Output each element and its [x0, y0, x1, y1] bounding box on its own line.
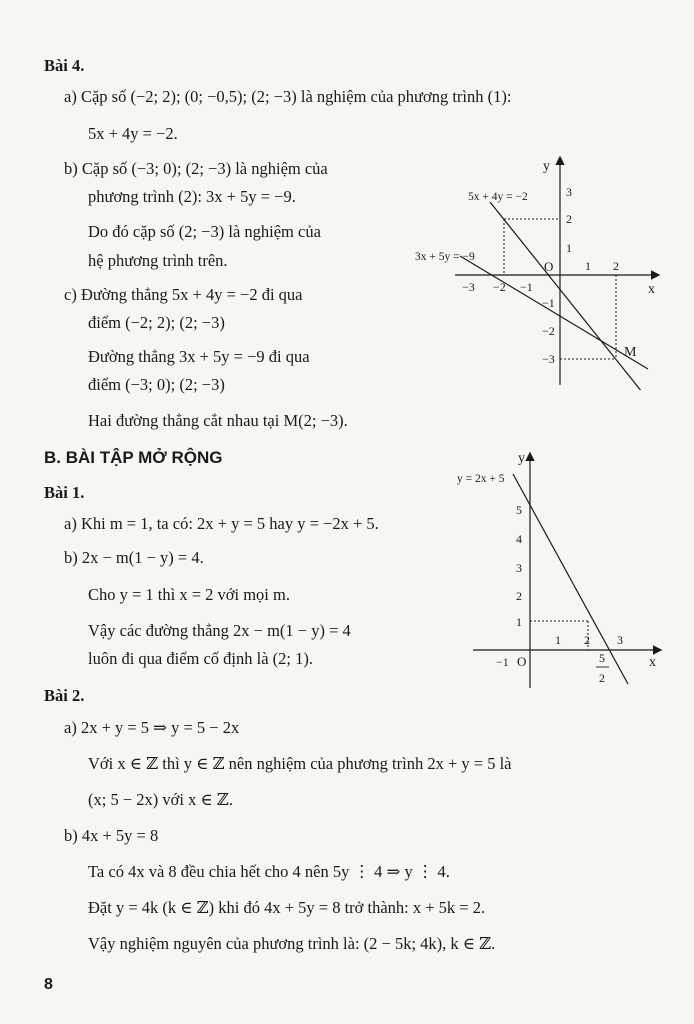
graph2-xtick: 3 — [617, 633, 623, 647]
graph2-ytick: 3 — [516, 561, 522, 575]
graph1-xtick: 2 — [613, 259, 619, 273]
graph1-ytick: −1 — [542, 296, 555, 310]
graph1-origin: O — [544, 259, 554, 274]
graph1-xtick: −2 — [493, 280, 506, 294]
graph1-xtick: −1 — [520, 280, 533, 294]
graph2-ytick: 1 — [516, 615, 522, 629]
graph2-y-label: y — [518, 451, 525, 466]
graph2-ytick: 4 — [516, 532, 522, 546]
bai4-c-line2: điểm (−2; 2); (2; −3) — [88, 313, 225, 332]
graph1-line1-label: 5x + 4y = −2 — [468, 191, 528, 203]
graph1-line1 — [490, 202, 642, 390]
bai2-b-line4: Vậy nghiệm nguyên của phương trình là: (2 − 5k; 4k), k ∈ ℤ. — [88, 934, 496, 953]
graph1-y-label: y — [543, 159, 550, 174]
graph1-ytick: −2 — [542, 324, 555, 338]
graph1-x-label: x — [648, 282, 655, 297]
bai4-b-line2: phương trình (2): 3x + 5y = −9. — [88, 187, 296, 206]
graph2-y-ticks — [516, 503, 522, 629]
bai4-c-line1: c) Đường thẳng 5x + 4y = −2 đi qua — [64, 285, 303, 304]
bai2-a-line3: (x; 5 − 2x) với x ∈ ℤ. — [88, 790, 233, 809]
bai1-b-line3: Vậy các đường thẳng 2x − m(1 − y) = 4 — [88, 621, 351, 640]
bai4-title: Bài 4. — [44, 56, 85, 75]
graph2-ytick: 5 — [516, 503, 522, 517]
graph2-origin: O — [517, 654, 527, 669]
bai1-b-line2: Cho y = 1 thì x = 2 với mọi m. — [88, 585, 290, 604]
bai4-b-line3: Do đó cặp số (2; −3) là nghiệm của — [88, 222, 321, 241]
graph2-figure — [445, 448, 670, 693]
graph1-point-label: M — [624, 345, 637, 360]
bai4-c-line4: điểm (−3; 0); (2; −3) — [88, 375, 225, 394]
graph2-xtick-frac-den: 2 — [599, 671, 605, 685]
graph1-line2-label: 3x + 5y = −9 — [415, 251, 475, 263]
graph2-line-label: y = 2x + 5 — [457, 473, 505, 485]
graph1-ytick: 2 — [566, 212, 572, 226]
graph2-xtick-frac-num: 5 — [599, 651, 605, 665]
bai4-c-line3: Đường thẳng 3x + 5y = −9 đi qua — [88, 347, 310, 366]
graph1-figure — [410, 150, 670, 390]
page-number: 8 — [44, 976, 53, 993]
bai4-a-line1: a) Cặp số (−2; 2); (0; −0,5); (2; −3) là nghiệm của phương trình (1): — [64, 87, 512, 106]
bai2-a-line1: a) 2x + y = 5 ⇒ y = 5 − 2x — [64, 718, 240, 737]
bai2-a-line2: Với x ∈ ℤ thì y ∈ ℤ nên nghiệm của phương trình 2x + y = 5 là — [88, 754, 512, 773]
graph1-ytick: 3 — [566, 185, 572, 199]
bai2-b-line2: Ta có 4x và 8 đều chia hết cho 4 nên 5y ⋮ 4 ⇒ y ⋮ 4. — [88, 862, 450, 881]
bai4-c-line5: Hai đường thẳng cắt nhau tại M(2; −3). — [88, 411, 348, 430]
graph2-xtick: 1 — [555, 633, 561, 647]
bai1-title: Bài 1. — [44, 483, 85, 502]
graph2-ytick: 2 — [516, 589, 522, 603]
bai2-b-line3: Đặt y = 4k (k ∈ ℤ) khi đó 4x + 5y = 8 trở thành: x + 5k = 2. — [88, 898, 486, 917]
bai1-b-line1: b) 2x − m(1 − y) = 4. — [64, 548, 204, 567]
graph1-xtick: 1 — [585, 259, 591, 273]
bai4-a-line2: 5x + 4y = −2. — [88, 124, 178, 143]
bai2-b-line1: b) 4x + 5y = 8 — [64, 826, 159, 845]
bai4-b-line1: b) Cặp số (−3; 0); (2; −3) là nghiệm của — [64, 159, 328, 178]
graph2-x-label: x — [649, 655, 656, 670]
graph1-xtick: −3 — [462, 280, 475, 294]
graph1-ytick: −3 — [542, 352, 555, 366]
sectionB-title: B. BÀI TẬP MỞ RỘNG — [44, 448, 223, 467]
graph2-xtick: −1 — [496, 655, 509, 669]
graph2-xtick: 2 — [584, 633, 590, 647]
graph1-ytick: 1 — [566, 241, 572, 255]
bai2-title: Bài 2. — [44, 686, 85, 705]
bai1-a: a) Khi m = 1, ta có: 2x + y = 5 hay y = −2x + 5. — [64, 514, 379, 533]
bai4-b-line4: hệ phương trình trên. — [88, 251, 228, 270]
bai1-b-line4: luôn đi qua điểm cố định là (2; 1). — [88, 649, 313, 668]
